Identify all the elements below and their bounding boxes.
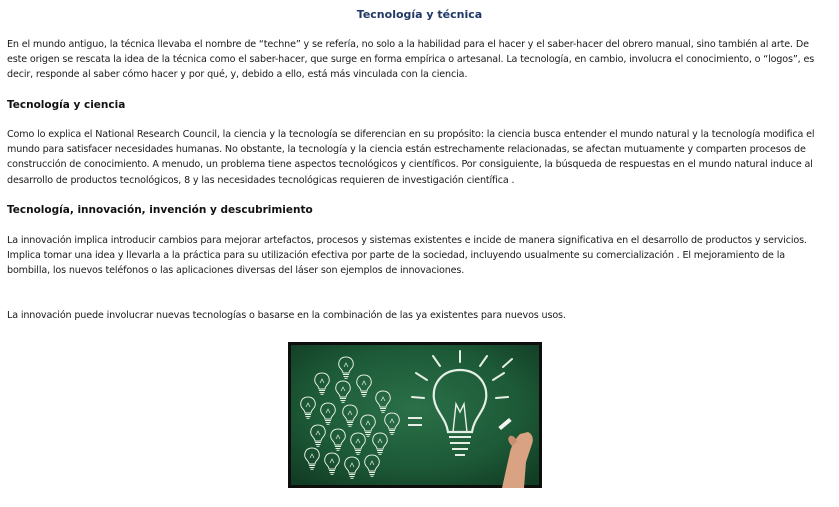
page-title: Tecnología y técnica (356, 8, 483, 21)
section-body-ciencia: Como lo explica el National Research Council, la ciencia y la tecnología se diferencian en su propósito: la ciencia busca entender el mundo natural y la tecnología modifica el mundo para satisfacer necesidades humanas. No obstante, la tecnología y la ciencia están estrechamente relacionadas, se afectan mutuamente y comparten procesos de construcción de conocimiento. A menudo, un problema tiene aspectos tecnológicos y científicos. Por consiguiente, la búsqueda de respuestas en el mundo natural induce al desarrollo de productos tecnológicos, 8 y las necesidades tecnológicas requieren de investigación científica . (7, 129, 815, 186)
section-heading-ciencia: Tecnología y ciencia (7, 99, 126, 111)
chalkboard-lightbulb-icon (288, 342, 542, 488)
section-heading-innovacion: Tecnología, innovación, invención y descubrimiento (7, 204, 313, 216)
lightbulb-chalkboard-image (288, 342, 542, 488)
intro-paragraph: En el mundo antiguo, la técnica llevaba el nombre de “techne” y se refería, no solo a la habilidad para el hacer y el saber-hacer del obrero manual, sino también al arte. De este origen se rescata la idea de la técnica como el saber-hacer, que surge en forma empírica o artesanal. La tecnología, en cambio, involucra el conocimiento, o “logos”, es decir, responde al saber cómo hacer y por qué, y, debido a ello, está más vinculada con la ciencia. (7, 39, 815, 81)
closing-paragraph: La innovación puede involucrar nuevas tecnologías o basarse en la combinación de las ya existentes para nuevos usos. (7, 310, 566, 321)
section-body-innovacion: La innovación implica introducir cambios para mejorar artefactos, procesos y sistemas existentes e incide de manera significativa en el desarrollo de productos y servicios. Implica tomar una idea y llevarla a la práctica para su utilización efectiva por parte de la sociedad, incluyendo usualmente su comercialización . El mejoramiento de la bombilla, los nuevos teléfonos o las aplicaciones diversas del láser son ejemplos de innovaciones. (7, 235, 807, 277)
